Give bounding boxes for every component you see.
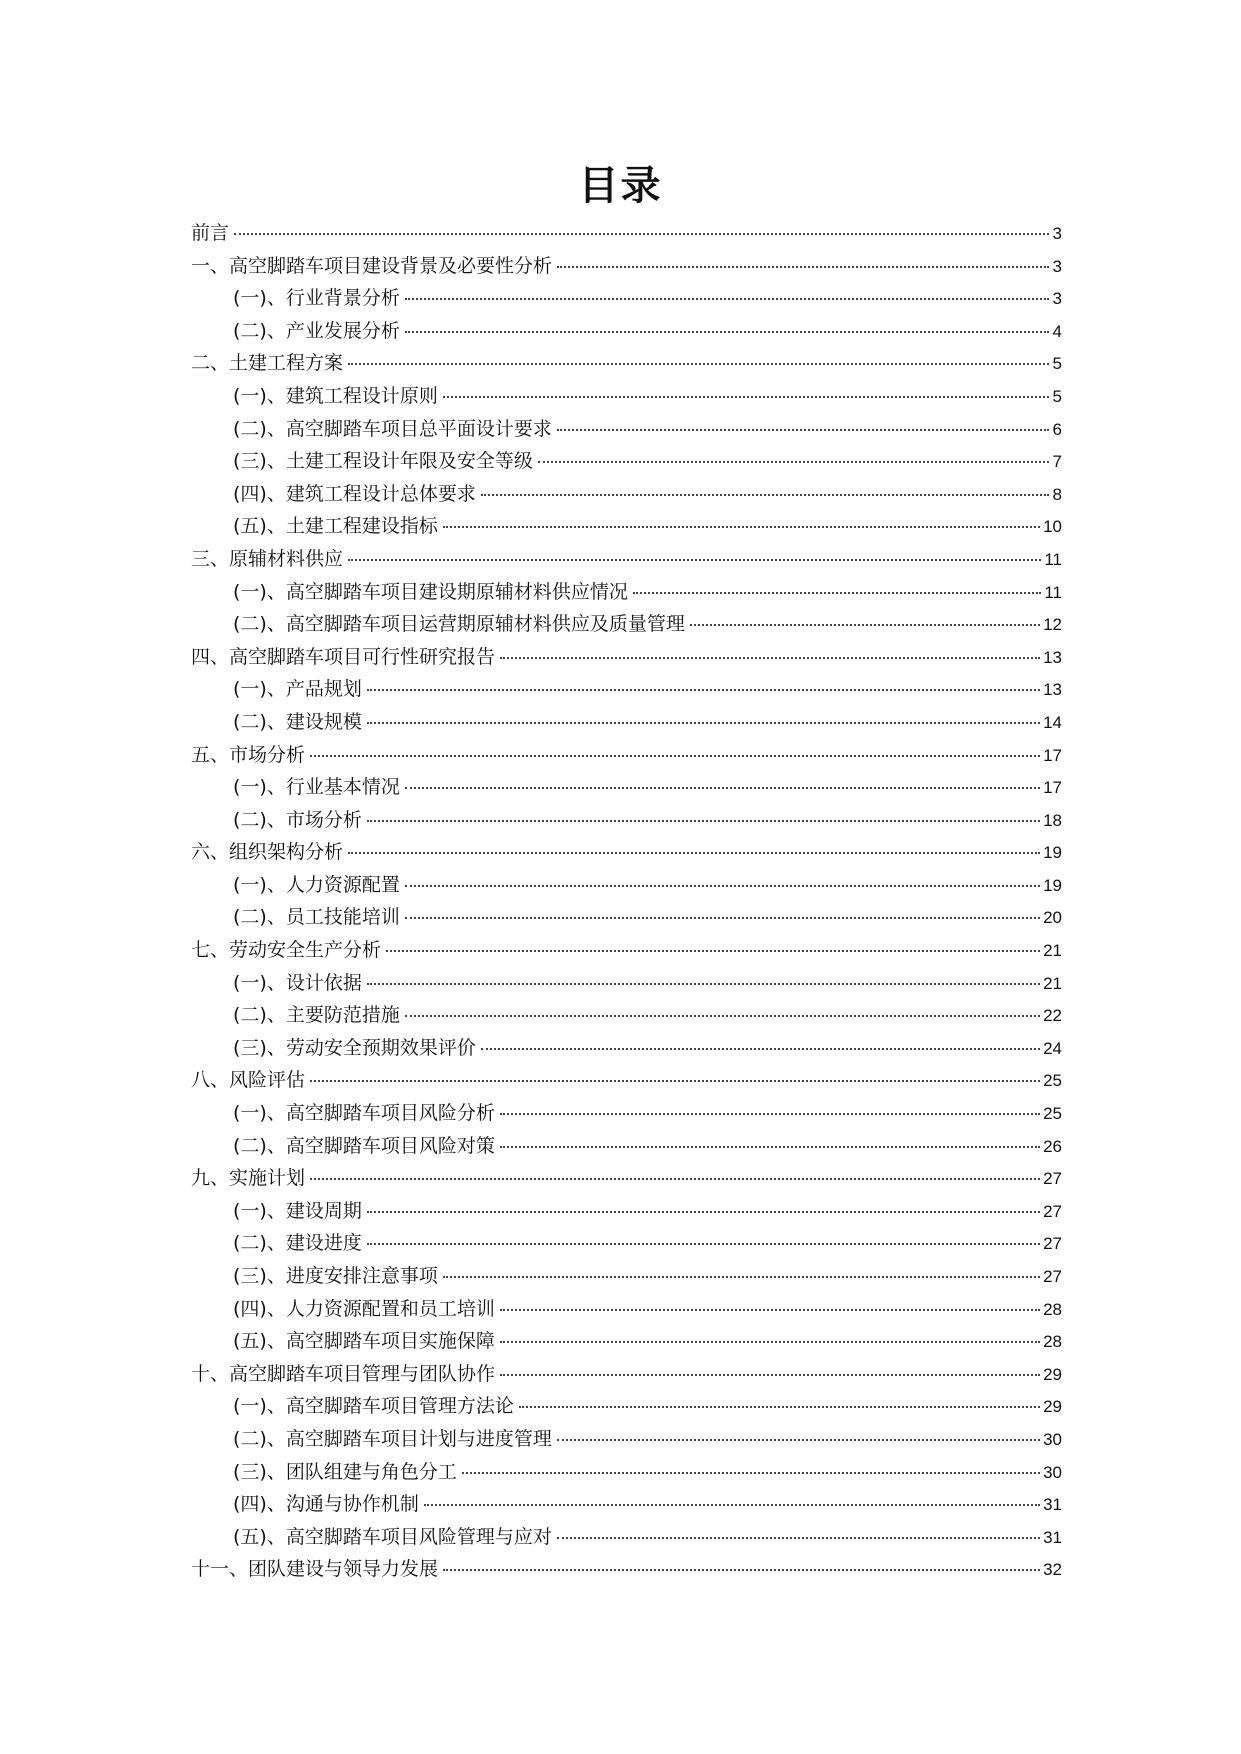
toc-chapter-entry[interactable]	[191, 642, 1062, 675]
dot-leader	[538, 461, 1049, 463]
toc-page-number: 13	[1043, 647, 1062, 667]
toc-entry-title: (二)、高空脚踏车项目总平面设计要求	[233, 417, 552, 440]
toc-section-entry[interactable]	[191, 414, 1062, 447]
toc-page-number: 18	[1043, 810, 1062, 830]
toc-page-number: 19	[1043, 843, 1062, 863]
toc-entry-title: (一)、人力资源配置	[233, 873, 400, 896]
toc-section-entry[interactable]	[191, 968, 1062, 1001]
toc-section-entry[interactable]	[191, 1131, 1062, 1164]
toc-entry-title: 前言	[191, 222, 230, 244]
toc-page-number: 22	[1043, 1006, 1062, 1026]
dot-leader	[405, 787, 1040, 789]
toc-page-number: 31	[1043, 1527, 1062, 1547]
dot-leader	[519, 1406, 1040, 1408]
toc-entry-title: 七、劳动安全生产分析	[191, 939, 382, 962]
dot-leader	[405, 298, 1049, 300]
toc-section-entry[interactable]	[191, 577, 1062, 610]
toc-section-entry[interactable]	[191, 1000, 1062, 1033]
toc-section-entry[interactable]	[191, 1294, 1062, 1327]
dot-leader	[310, 1178, 1040, 1180]
toc-page-number: 26	[1043, 1136, 1062, 1156]
toc-entry-title: (一)、高空脚踏车项目管理方法论	[233, 1395, 514, 1418]
toc-page-number: 8	[1052, 484, 1062, 504]
toc-entry-title: 八、风险评估	[191, 1069, 306, 1092]
toc-section-entry[interactable]	[191, 902, 1062, 935]
toc-page-number: 30	[1043, 1462, 1062, 1482]
dot-leader	[443, 396, 1049, 398]
toc-section-entry[interactable]	[191, 870, 1062, 903]
toc-chapter-entry[interactable]	[191, 251, 1062, 284]
dot-leader	[367, 820, 1040, 822]
toc-entry-title: 六、组织架构分析	[191, 841, 344, 864]
dot-leader	[367, 1211, 1040, 1213]
toc-entry-title: 十、高空脚踏车项目管理与团队协作	[191, 1362, 496, 1385]
toc-page-number: 24	[1043, 1038, 1062, 1058]
dot-leader	[367, 689, 1040, 691]
toc-page-number: 27	[1043, 1267, 1062, 1286]
dot-leader	[500, 1113, 1040, 1115]
toc-section-entry[interactable]	[191, 805, 1062, 838]
dot-leader	[557, 1537, 1040, 1539]
toc-section-entry[interactable]	[191, 479, 1062, 512]
dot-leader	[500, 657, 1040, 659]
toc-entry-title: (三)、团队组建与角色分工	[233, 1460, 457, 1483]
toc-entry-title: (二)、建设进度	[233, 1232, 362, 1255]
toc-page-number: 5	[1052, 386, 1062, 406]
toc-entry-title: (一)、建筑工程设计原则	[233, 384, 438, 407]
table-of-contents	[191, 218, 1062, 1587]
toc-page-number: 10	[1043, 517, 1062, 537]
dot-leader	[348, 852, 1040, 854]
toc-entry-title: (五)、高空脚踏车项目实施保障	[233, 1330, 495, 1353]
dot-leader	[405, 1015, 1040, 1017]
toc-entry-title: 二、土建工程方案	[191, 352, 344, 375]
toc-page-number: 32	[1043, 1560, 1062, 1580]
toc-chapter-entry[interactable]	[191, 1065, 1062, 1098]
toc-entry-title: (四)、沟通与协作机制	[233, 1493, 419, 1516]
toc-chapter-entry[interactable]	[191, 348, 1062, 381]
dot-leader	[367, 1243, 1040, 1245]
dot-leader	[348, 559, 1041, 561]
toc-page-number: 6	[1052, 419, 1062, 439]
toc-section-entry[interactable]	[191, 1424, 1062, 1457]
toc-entry-title: (三)、进度安排注意事项	[233, 1265, 438, 1287]
toc-section-entry[interactable]	[191, 316, 1062, 349]
toc-entry-title: 一、高空脚踏车项目建设背景及必要性分析	[191, 254, 553, 277]
toc-entry-title: (一)、高空脚踏车项目建设期原辅材料供应情况	[233, 580, 628, 603]
toc-page-number: 14	[1043, 712, 1062, 732]
toc-page-number: 29	[1043, 1364, 1062, 1384]
toc-entry-title: (一)、设计依据	[233, 971, 362, 994]
toc-page-number: 25	[1043, 1104, 1062, 1124]
toc-section-entry[interactable]	[191, 674, 1062, 707]
toc-section-entry[interactable]	[191, 1391, 1062, 1424]
toc-page-number: 5	[1052, 354, 1062, 374]
toc-section-entry[interactable]	[191, 1457, 1062, 1490]
dot-leader	[557, 266, 1049, 268]
toc-page-number: 28	[1043, 1299, 1062, 1319]
toc-page-number: 3	[1052, 224, 1062, 243]
dot-leader	[234, 233, 1049, 235]
toc-section-entry[interactable]	[191, 609, 1062, 642]
toc-page-number: 11	[1044, 582, 1062, 602]
toc-entry-title: 十一、团队建设与领导力发展	[191, 1558, 439, 1581]
dot-leader	[500, 1146, 1040, 1148]
dot-leader	[310, 755, 1040, 757]
dot-leader	[500, 1309, 1040, 1311]
toc-chapter-entry[interactable]	[191, 1554, 1062, 1587]
dot-leader	[690, 624, 1040, 626]
toc-section-entry[interactable]	[191, 707, 1062, 740]
toc-chapter-entry[interactable]	[191, 837, 1062, 870]
toc-page-number: 20	[1043, 908, 1062, 928]
toc-entry-title: (四)、人力资源配置和员工培训	[233, 1297, 495, 1320]
toc-section-entry[interactable]	[191, 446, 1062, 479]
toc-entry-title: (三)、土建工程设计年限及安全等级	[233, 450, 533, 473]
toc-entry-title: 四、高空脚踏车项目可行性研究报告	[191, 645, 496, 668]
toc-section-entry[interactable]	[191, 1033, 1062, 1066]
toc-page-number: 17	[1043, 745, 1062, 765]
toc-entry-title: (五)、土建工程建设指标	[233, 515, 438, 538]
dot-leader	[348, 363, 1049, 365]
dot-leader	[424, 1504, 1040, 1506]
toc-entry-title: (一)、建设周期	[233, 1199, 362, 1222]
toc-entry-title: 五、市场分析	[191, 743, 306, 766]
toc-section-entry[interactable]	[191, 1489, 1062, 1522]
dot-leader	[405, 917, 1040, 919]
dot-leader	[443, 526, 1040, 528]
dot-leader	[500, 1341, 1040, 1343]
dot-leader	[367, 983, 1040, 985]
toc-section-entry[interactable]	[191, 381, 1062, 414]
toc-section-entry[interactable]	[191, 283, 1062, 316]
toc-chapter-entry[interactable]	[191, 1163, 1062, 1196]
toc-section-entry[interactable]	[191, 1196, 1062, 1229]
toc-section-entry[interactable]	[191, 1098, 1062, 1131]
dot-leader	[386, 950, 1040, 952]
dot-leader	[500, 1374, 1040, 1376]
dot-leader	[405, 331, 1049, 333]
toc-page-number: 30	[1043, 1429, 1062, 1449]
toc-title: 目录	[578, 162, 663, 209]
toc-page-number: 28	[1043, 1332, 1062, 1352]
toc-page-number: 27	[1043, 1201, 1062, 1221]
toc-entry-title: (五)、高空脚踏车项目风险管理与应对	[233, 1525, 552, 1548]
toc-entry-title: (二)、市场分析	[233, 808, 362, 831]
toc-entry-title: 九、实施计划	[191, 1167, 306, 1190]
toc-page-number: 27	[1043, 1234, 1062, 1254]
toc-page-number: 12	[1043, 615, 1062, 635]
toc-entry-title: (二)、员工技能培训	[233, 906, 400, 929]
toc-page-number: 27	[1043, 1169, 1062, 1189]
toc-chapter-entry[interactable]	[191, 1359, 1062, 1392]
toc-entry-title: (一)、行业背景分析	[233, 287, 400, 310]
dot-leader	[310, 1080, 1040, 1082]
toc-page-number: 17	[1043, 778, 1062, 798]
toc-entry-title: (二)、主要防范措施	[233, 1004, 400, 1027]
toc-page-number: 11	[1044, 549, 1062, 569]
dot-leader	[405, 885, 1040, 887]
toc-page-number: 31	[1043, 1495, 1062, 1515]
toc-page-number: 25	[1043, 1071, 1062, 1091]
toc-section-entry[interactable]	[191, 1326, 1062, 1359]
toc-section-entry[interactable]	[191, 1228, 1062, 1261]
toc-page-number: 4	[1052, 321, 1062, 341]
toc-entry-title: (一)、高空脚踏车项目风险分析	[233, 1102, 495, 1125]
dot-leader	[367, 722, 1040, 724]
toc-entry-title: (三)、劳动安全预期效果评价	[233, 1036, 476, 1059]
toc-entry-title: (二)、高空脚踏车项目运营期原辅材料供应及质量管理	[233, 613, 685, 636]
dot-leader	[557, 1439, 1040, 1441]
toc-chapter-entry[interactable]	[191, 740, 1062, 773]
toc-page-number: 7	[1052, 452, 1062, 472]
toc-chapter-entry[interactable]	[191, 218, 1062, 251]
toc-page-number: 3	[1052, 256, 1062, 276]
toc-page-number: 21	[1043, 941, 1062, 961]
toc-entry-title: (四)、建筑工程设计总体要求	[233, 482, 476, 505]
toc-entry-title: (二)、高空脚踏车项目计划与进度管理	[233, 1427, 552, 1450]
toc-section-entry[interactable]	[191, 1261, 1062, 1294]
dot-leader	[481, 494, 1049, 496]
dot-leader	[462, 1472, 1040, 1474]
toc-entry-title: (一)、产品规划	[233, 678, 362, 701]
dot-leader	[443, 1569, 1040, 1571]
toc-entry-title: (二)、产业发展分析	[233, 319, 400, 342]
toc-page-number: 19	[1043, 875, 1062, 895]
dot-leader	[557, 429, 1049, 431]
toc-section-entry[interactable]	[191, 1522, 1062, 1555]
dot-leader	[481, 1048, 1040, 1050]
toc-page-number: 21	[1043, 973, 1062, 993]
toc-entry-title: (二)、高空脚踏车项目风险对策	[233, 1134, 495, 1157]
toc-entry-title: (一)、行业基本情况	[233, 776, 400, 799]
toc-chapter-entry[interactable]	[191, 935, 1062, 968]
toc-page-number: 13	[1043, 680, 1062, 700]
dot-leader	[443, 1276, 1040, 1278]
toc-entry-title: (二)、建设规模	[233, 710, 362, 733]
toc-chapter-entry[interactable]	[191, 544, 1062, 577]
toc-section-entry[interactable]	[191, 511, 1062, 544]
toc-page-number: 3	[1052, 289, 1062, 309]
toc-entry-title: 三、原辅材料供应	[191, 547, 344, 570]
toc-section-entry[interactable]	[191, 772, 1062, 805]
toc-page-number: 29	[1043, 1397, 1062, 1417]
dot-leader	[633, 592, 1042, 594]
